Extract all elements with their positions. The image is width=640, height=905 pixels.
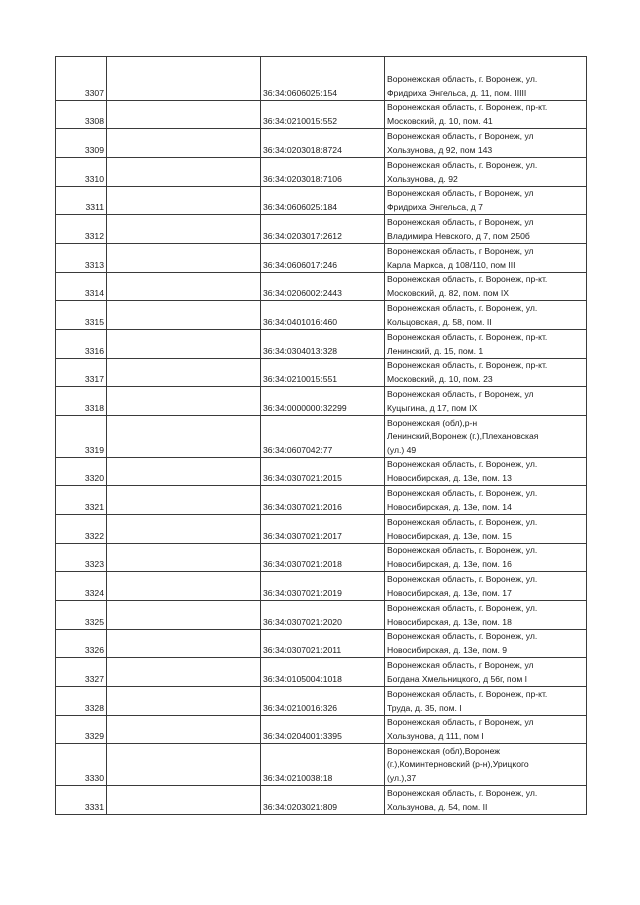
row-number-cell: 3328 — [56, 687, 107, 716]
cadastral-number-cell: 36:34:0307021:2018 — [261, 544, 385, 572]
row-number-cell: 3314 — [56, 273, 107, 301]
table-row — [56, 57, 587, 101]
cadastral-number-cell: 36:34:0307021:2011 — [261, 630, 385, 658]
cadastral-number-cell: 36:34:0307021:2020 — [261, 601, 385, 630]
address-line: Хользунова, д. 54, пом. II — [387, 801, 488, 812]
row-number-cell: 3310 — [56, 158, 107, 187]
address-line: Новосибирская, д. 13е, пом. 15 — [387, 530, 512, 541]
address-line: Воронежская область, г. Воронеж, ул. — [387, 517, 538, 527]
address-cell — [385, 716, 587, 744]
cadastral-number-cell: 36:34:0210038:18 — [261, 744, 385, 786]
row-number-cell: 3317 — [56, 359, 107, 387]
address-cell — [385, 215, 587, 244]
cadastral-number-cell: 36:34:0203021:809 — [261, 786, 385, 815]
cadastral-number-cell: 36:34:0203018:7106 — [261, 158, 385, 187]
empty-cell — [107, 187, 261, 215]
address-line: Фридриха Энгельса, д 7 — [387, 201, 483, 212]
address-cell — [385, 129, 587, 158]
address-cell — [385, 486, 587, 515]
cadastral-number-cell: 36:34:0307021:2016 — [261, 486, 385, 515]
address-cell — [385, 301, 587, 330]
table-row — [56, 330, 587, 359]
empty-cell — [107, 786, 261, 815]
cadastral-number-cell: 36:34:0401016:460 — [261, 301, 385, 330]
address-line: Новосибирская, д. 13е, пом. 14 — [387, 501, 512, 512]
row-number-cell: 3311 — [56, 187, 107, 215]
address-line: Фридриха Энгельса, д. 11, пом. IIIII — [387, 87, 527, 98]
address-cell — [385, 158, 587, 187]
cadastral-number-cell: 36:34:0203018:8724 — [261, 129, 385, 158]
table-row — [56, 786, 587, 815]
address-cell — [385, 515, 587, 544]
table-row — [56, 416, 587, 458]
row-number-cell: 3307 — [56, 57, 107, 101]
address-cell — [385, 273, 587, 301]
address-line: Воронежская область, г. Воронеж, пр-кт. — [387, 102, 548, 112]
address-cell — [385, 330, 587, 359]
table-row — [56, 101, 587, 129]
empty-cell — [107, 601, 261, 630]
empty-cell — [107, 301, 261, 330]
row-number-cell: 3319 — [56, 416, 107, 458]
table-row — [56, 486, 587, 515]
address-line: Воронежская область, г Воронеж, ул — [387, 188, 534, 198]
address-line: Хользунова, д 111, пом I — [387, 730, 484, 741]
cadastral-number-cell: 36:34:0210016:326 — [261, 687, 385, 716]
cadastral-number-cell: 36:34:0307021:2017 — [261, 515, 385, 544]
address-line: Воронежская область, г. Воронеж, пр-кт. — [387, 274, 548, 284]
row-number-cell: 3323 — [56, 544, 107, 572]
address-line: Воронежская область, г Воронеж, ул — [387, 717, 534, 727]
address-cell — [385, 572, 587, 601]
cadastral-number-cell: 36:34:0105004:1018 — [261, 658, 385, 687]
cadastral-number-cell: 36:34:0206002:2443 — [261, 273, 385, 301]
cadastral-number-cell: 36:34:0203017:2612 — [261, 215, 385, 244]
empty-cell — [107, 359, 261, 387]
address-line: Воронежская область, г Воронеж, ул — [387, 660, 534, 670]
address-cell — [385, 57, 587, 101]
table-row — [56, 744, 587, 786]
row-number-cell: 3325 — [56, 601, 107, 630]
table-row — [56, 601, 587, 630]
address-line: Воронежская область, г. Воронеж, ул. — [387, 631, 538, 641]
cadastral-number-cell: 36:34:0204001:3395 — [261, 716, 385, 744]
row-number-cell: 3321 — [56, 486, 107, 515]
address-line: Воронежская (обл),р-н — [387, 417, 478, 428]
empty-cell — [107, 716, 261, 744]
empty-cell — [107, 57, 261, 101]
row-number-cell: 3315 — [56, 301, 107, 330]
address-line: Хользунова, д 92, пом 143 — [387, 144, 493, 155]
empty-cell — [107, 744, 261, 786]
address-line: Воронежская область, г. Воронеж, ул. — [387, 74, 538, 84]
address-cell — [385, 359, 587, 387]
address-line: Московский, д. 10, пом. 23 — [387, 373, 493, 384]
address-cell — [385, 458, 587, 486]
address-line: Куцыгина, д 17, пом IX — [387, 402, 478, 413]
empty-cell — [107, 544, 261, 572]
empty-cell — [107, 101, 261, 129]
address-line: Новосибирская, д. 13е, пом. 9 — [387, 644, 508, 655]
address-line: Воронежская область, г. Воронеж, ул. — [387, 545, 538, 555]
table-row — [56, 687, 587, 716]
cadastral-number-cell: 36:34:0210015:552 — [261, 101, 385, 129]
cadastral-number-cell: 36:34:0606025:184 — [261, 187, 385, 215]
table-row — [56, 215, 587, 244]
cadastral-number-cell: 36:34:0607042:77 — [261, 416, 385, 458]
empty-cell — [107, 129, 261, 158]
document-page — [55, 56, 586, 815]
table-row — [56, 572, 587, 601]
address-line: Московский, д. 82, пом. пом IX — [387, 287, 509, 298]
row-number-cell: 3331 — [56, 786, 107, 815]
address-line: Новосибирская, д. 13е, пом. 16 — [387, 558, 512, 569]
empty-cell — [107, 630, 261, 658]
address-line: Воронежская область, г. Воронеж, пр-кт. — [387, 689, 548, 699]
row-number-cell: 3313 — [56, 244, 107, 273]
address-line: Воронежская область, г. Воронеж, ул. — [387, 459, 538, 469]
address-cell — [385, 387, 587, 416]
address-line: Богдана Хмельницкого, д 56г, пом I — [387, 673, 528, 684]
table-row — [56, 301, 587, 330]
cadastral-number-cell: 36:34:0307021:2019 — [261, 572, 385, 601]
table-row — [56, 387, 587, 416]
address-line: Воронежская область, г. Воронеж, ул. — [387, 574, 538, 584]
address-cell — [385, 687, 587, 716]
address-line: Новосибирская, д. 13е, пом. 17 — [387, 587, 512, 598]
cadastral-number-cell: 36:34:0000000:32299 — [261, 387, 385, 416]
empty-cell — [107, 387, 261, 416]
row-number-cell: 3322 — [56, 515, 107, 544]
address-line: Воронежская область, г Воронеж, ул — [387, 246, 534, 256]
address-line: Труда, д. 35, пом. I — [387, 702, 462, 713]
address-line: Хользунова, д. 92 — [387, 173, 458, 184]
row-number-cell: 3308 — [56, 101, 107, 129]
table-row — [56, 716, 587, 744]
address-line: Воронежская (обл),Воронеж — [387, 745, 501, 756]
address-line: Воронежская область, г Воронеж, ул — [387, 217, 534, 227]
cadastral-number-cell: 36:34:0307021:2015 — [261, 458, 385, 486]
address-cell — [385, 658, 587, 687]
empty-cell — [107, 330, 261, 359]
cadastral-number-cell: 36:34:0210015:551 — [261, 359, 385, 387]
empty-cell — [107, 515, 261, 544]
address-line: Карла Маркса, д 108/110, пом III — [387, 259, 516, 270]
table-row — [56, 359, 587, 387]
cadastral-number-cell: 36:34:0304013:328 — [261, 330, 385, 359]
row-number-cell: 3318 — [56, 387, 107, 416]
address-cell — [385, 630, 587, 658]
address-cell — [385, 786, 587, 815]
address-line: Воронежская область, г. Воронеж, ул. — [387, 160, 538, 170]
address-line: Воронежская область, г. Воронеж, ул. — [387, 303, 538, 313]
empty-cell — [107, 215, 261, 244]
empty-cell — [107, 458, 261, 486]
address-line: (ул.),37 — [387, 772, 417, 783]
table-row — [56, 630, 587, 658]
address-line: Воронежская область, г. Воронеж, ул. — [387, 488, 538, 498]
address-line: Ленинский,Воронеж (г.),Плехановская — [387, 431, 539, 441]
table-row — [56, 515, 587, 544]
address-line: Кольцовская, д. 58, пом. II — [387, 316, 492, 327]
table-row — [56, 658, 587, 687]
table-row — [56, 244, 587, 273]
row-number-cell: 3324 — [56, 572, 107, 601]
empty-cell — [107, 486, 261, 515]
empty-cell — [107, 416, 261, 458]
row-number-cell: 3330 — [56, 744, 107, 786]
table-row — [56, 544, 587, 572]
address-line: Ленинский, д. 15, пом. 1 — [387, 345, 484, 356]
address-line: Воронежская область, г. Воронеж, ул. — [387, 788, 538, 798]
table-row — [56, 158, 587, 187]
address-cell — [385, 601, 587, 630]
row-number-cell: 3312 — [56, 215, 107, 244]
empty-cell — [107, 158, 261, 187]
table-row — [56, 458, 587, 486]
row-number-cell: 3309 — [56, 129, 107, 158]
table-row — [56, 273, 587, 301]
address-line: Воронежская область, г. Воронеж, пр-кт. — [387, 332, 548, 342]
empty-cell — [107, 244, 261, 273]
address-cell — [385, 244, 587, 273]
row-number-cell: 3329 — [56, 716, 107, 744]
address-line: Воронежская область, г Воронеж, ул — [387, 131, 534, 141]
cadastral-number-cell: 36:34:0606017:246 — [261, 244, 385, 273]
property-registry-table — [55, 56, 587, 815]
address-cell — [385, 187, 587, 215]
table-row — [56, 187, 587, 215]
address-line: Владимира Невского, д 7, пом 250б — [387, 230, 530, 241]
address-line: (г.),Коминтерновский (р-н),Урицкого — [387, 759, 529, 769]
address-line: Новосибирская, д. 13е, пом. 18 — [387, 616, 512, 627]
row-number-cell: 3320 — [56, 458, 107, 486]
row-number-cell: 3327 — [56, 658, 107, 687]
address-line: (ул.) 49 — [387, 444, 417, 455]
empty-cell — [107, 572, 261, 601]
row-number-cell: 3326 — [56, 630, 107, 658]
empty-cell — [107, 687, 261, 716]
empty-cell — [107, 273, 261, 301]
address-line: Новосибирская, д. 13е, пом. 13 — [387, 472, 512, 483]
row-number-cell: 3316 — [56, 330, 107, 359]
address-cell — [385, 544, 587, 572]
address-line: Воронежская область, г. Воронеж, пр-кт. — [387, 360, 548, 370]
cadastral-number-cell: 36:34:0606025:154 — [261, 57, 385, 101]
address-line: Воронежская область, г. Воронеж, ул. — [387, 603, 538, 613]
table-row — [56, 129, 587, 158]
address-line: Воронежская область, г Воронеж, ул — [387, 389, 534, 399]
address-line: Московский, д. 10, пом. 41 — [387, 115, 493, 126]
address-cell — [385, 416, 587, 458]
registry-table-body — [56, 57, 587, 815]
address-cell — [385, 101, 587, 129]
address-cell — [385, 744, 587, 786]
empty-cell — [107, 658, 261, 687]
